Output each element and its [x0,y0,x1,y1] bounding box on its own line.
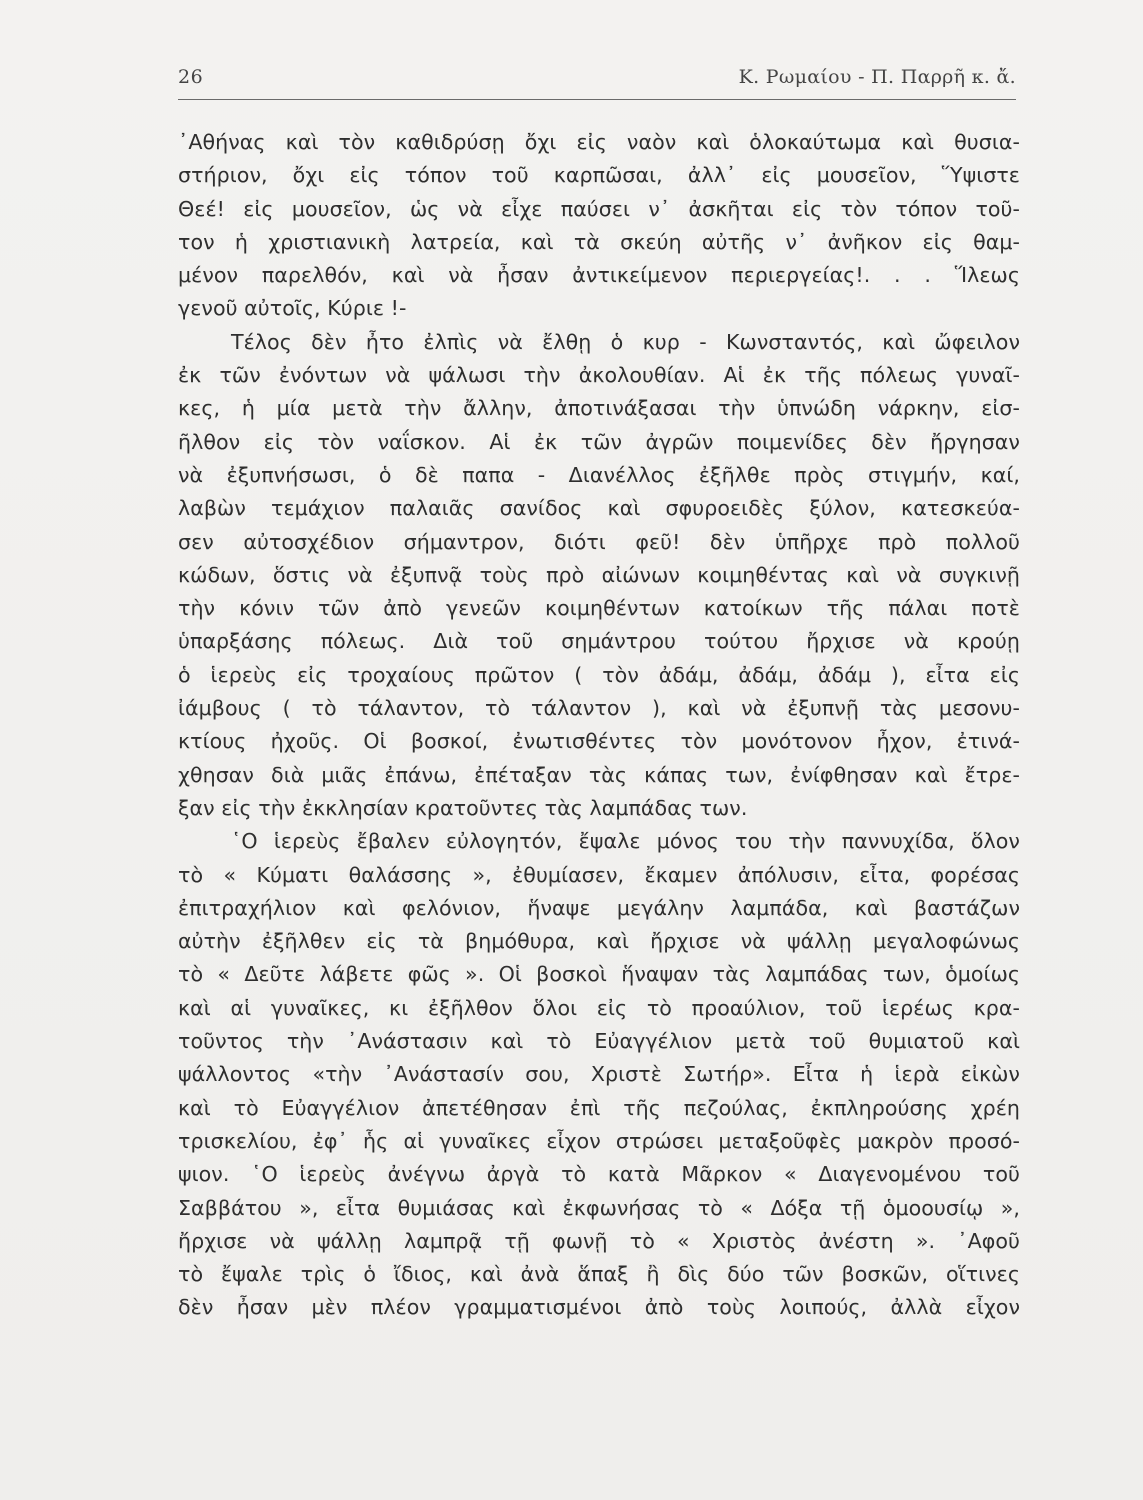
text-line: ἐκ τῶν ἐνόντων νὰ ψάλωσι τὴν ἀκολουθίαν. Αἱ ἐκ τῆς πόλεως γυναῖ- [178,363,1020,388]
text-line: ὁ ἱερεὺς εἰς τροχαίους πρῶτον ( τὸν ἀδάμ, ἀδάμ, ἀδάμ ), εἶτα εἰς [178,662,1020,687]
running-title: Κ. Ρωμαίου - Π. Παρρῆ κ. ἄ. [738,66,1016,88]
text-line: ψιον. ῾Ο ἱερεὺς ἀνέγνω ἀργὰ τὸ κατὰ Μᾶρκον « Διαγενομένου τοῦ [178,1162,1020,1187]
text-line: τὴν κόνιν τῶν ἀπὸ γενεῶν κοιμηθέντων κατοίκων τῆς πάλαι ποτὲ [178,596,1020,621]
text-line: ᾿Αθήνας καὶ τὸν καθιδρύσῃ ὄχι εἰς ναὸν καὶ ὁλοκαύτωμα καὶ θυσια- [178,130,1020,154]
text-line: Θεέ! εἰς μουσεῖον, ὡς νὰ εἶχε παύσει ν᾿ ἀσκῆται εἰς τὸν τόπον τοῦ- [178,196,1020,221]
text-line: κώδων, ὅστις νὰ ἐξυπνᾷ τοὺς πρὸ αἰώνων κοιμηθέντας καὶ νὰ συγκινῇ [178,562,1020,587]
text-line: στήριον, ὄχι εἰς τόπον τοῦ καρπῶσαι, ἀλλ᾿ εἰς μουσεῖον, Ὕψιστε [178,163,1020,188]
text-line: καὶ αἱ γυναῖκες, κι ἐξῆλθον ὅλοι εἰς τὸ προαύλιον, τοῦ ἱερέως κρα- [178,995,1020,1020]
text-line: τρισκελίου, ἐφ᾿ ἧς αἱ γυναῖκες εἶχον στρώσει μεταξοῦφὲς μακρὸν προσό- [178,1128,1020,1153]
text-line: τὸ ἔψαλε τρὶς ὁ ἴδιος, καὶ ἀνὰ ἅπαξ ἢ δὶς δύο τῶν βοσκῶν, οἵτινες [178,1262,1020,1287]
running-head [178,66,1016,98]
text-line: δὲν ἦσαν μὲν πλέον γραμματισμένοι ἀπὸ τοὺς λοιπούς, ἀλλὰ εἶχον [178,1295,1020,1320]
text-line: Σαββάτου », εἶτα θυμιάσας καὶ ἐκφωνήσας τὸ « Δόξα τῇ ὁμοουσίῳ », [178,1195,1020,1220]
text-line: τοῦντος τὴν ᾿Ανάστασιν καὶ τὸ Εὐαγγέλιον μετὰ τοῦ θυμιατοῦ καὶ [178,1029,1020,1054]
text-line: αὐτὴν ἐξῆλθεν εἰς τὰ βημόθυρα, καὶ ἤρχισε νὰ ψάλλῃ μεγαλοφώνως [178,929,1020,954]
text-line: νὰ ἐξυπνήσωσι, ὁ δὲ παπα - Διανέλλος ἐξῆλθε πρὸς στιγμήν, καί, [178,462,1020,487]
text-line: ψάλλοντος «τὴν ᾿Ανάστασίν σου, Χριστὲ Σωτήρ». Εἶτα ἡ ἱερὰ εἰκὼν [178,1062,1020,1087]
body-text [178,126,1020,1325]
text-line: ὑπαρξάσης πόλεως. Διὰ τοῦ σημάντρου τούτου ἤρχισε νὰ κρούῃ [178,629,1020,654]
text-line: γενοῦ αὐτοῖς, Κύριε !- [178,296,407,321]
text-line: ῆλθον εἰς τὸν ναΐσκον. Αἱ ἐκ τῶν ἀγρῶν ποιμενίδες δὲν ἤργησαν [178,429,1020,454]
header-rule [178,99,1016,100]
page-number: 26 [178,66,204,88]
text-line: καὶ τὸ Εὐαγγέλιον ἀπετέθησαν ἐπὶ τῆς πεζούλας, ἐκπληρούσης χρέη [178,1095,1020,1120]
text-line: ξαν εἰς τὴν ἐκκλησίαν κρατοῦντες τὰς λαμπάδας των. [178,795,748,820]
paragraph-start-line: ῾Ο ἱερεὺς ἔβαλεν εὐλογητόν, ἔψαλε μόνος του τὴν παννυχίδα, ὅλον [231,829,1020,854]
text-line: κες, ἡ μία μετὰ τὴν ἄλλην, ἀποτινάξασαι τὴν ὑπνώδη νάρκην, εἰσ- [178,396,1020,421]
text-line: τὸ « Δεῦτε λάβετε φῶς ». Οἱ βοσκοὶ ἥναψαν τὰς λαμπάδας των, ὁμοίως [178,962,1020,987]
text-line: μένον παρελθόν, καὶ νὰ ἦσαν ἀντικείμενον περιεργείας!. . . Ἵλεως [178,263,1020,288]
text-line: ἐπιτραχήλιον καὶ φελόνιον, ἥναψε μεγάλην λαμπάδα, καὶ βαστάζων [178,895,1020,920]
text-line: κτίους ἠχοῦς. Οἱ βοσκοί, ἐνωτισθέντες τὸν μονότονον ἦχον, ἐτινά- [178,729,1020,754]
text-line: χθησαν διὰ μιᾶς ἐπάνω, ἐπέταξαν τὰς κάπας των, ἐνίφθησαν καὶ ἔτρε- [178,762,1020,787]
text-line: τὸ « Κύματι θαλάσσης », ἐθυμίασεν, ἔκαμεν ἀπόλυσιν, εἶτα, φορέσας [178,862,1020,887]
text-line: τον ἡ χριστιανικὴ λατρεία, καὶ τὰ σκεύη αὐτῆς ν᾿ ἀνῆκον εἰς θαμ- [178,229,1020,254]
text-line: σεν αὐτοσχέδιον σήμαντρον, διότι φεῦ! δὲν ὑπῆρχε πρὸ πολλοῦ [178,529,1020,554]
text-line: λαβὼν τεμάχιον παλαιᾶς σανίδος καὶ σφυροειδὲς ξύλον, κατεσκεύα- [178,496,1020,521]
text-line: ἰάμβους ( τὸ τάλαντον, τὸ τάλαντον ), καὶ νὰ ἐξυπνῇ τὰς μεσονυ- [178,696,1020,721]
paragraph-start-line: Τέλος δὲν ἦτο ἐλπὶς νὰ ἔλθῃ ὁ κυρ - Κωνσταντός, καὶ ὤφειλον [231,329,1020,354]
text-line: ἤρχισε νὰ ψάλλῃ λαμπρᾷ τῇ φωνῇ τὸ « Χριστὸς ἀνέστη ». ᾿Αφοῦ [178,1228,1020,1253]
